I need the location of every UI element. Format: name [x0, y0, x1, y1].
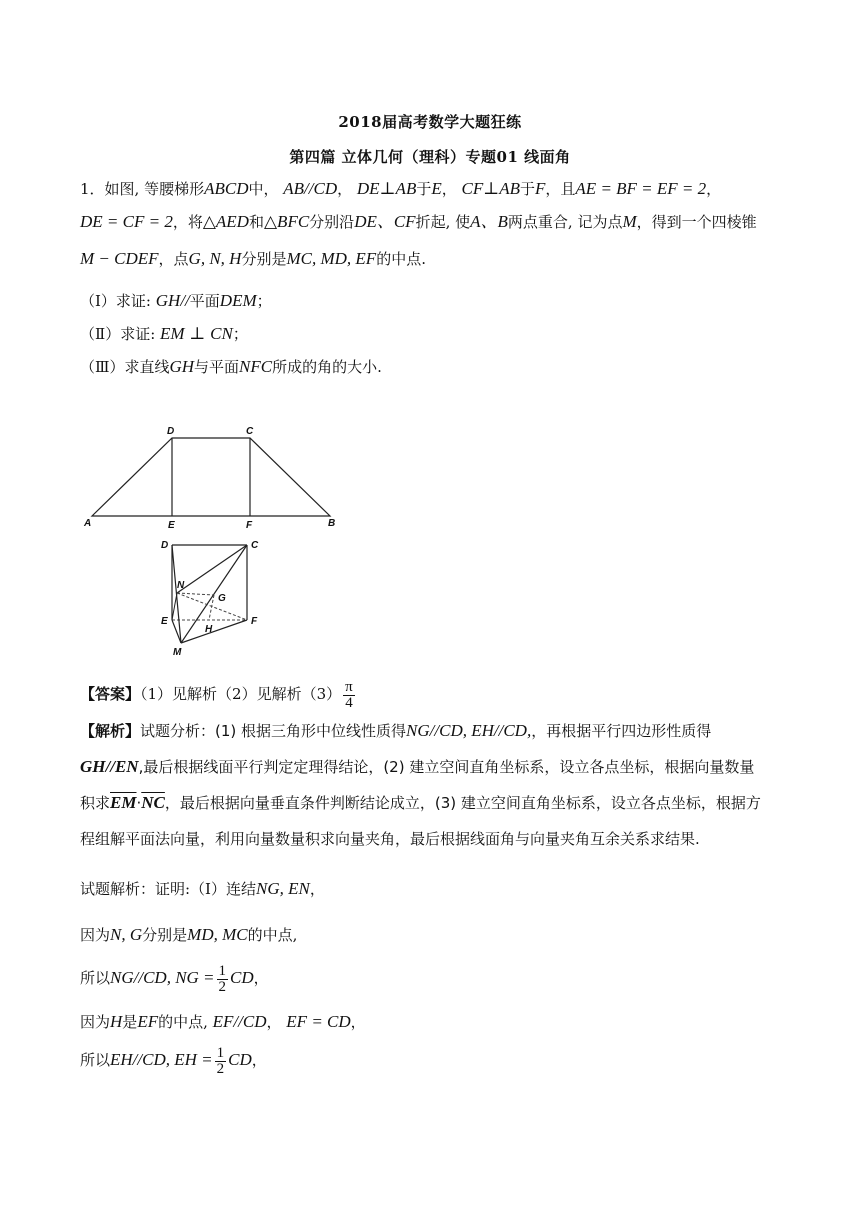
- trapezoid-figure: [80, 420, 350, 535]
- question-3: （Ⅲ）求直线GH与平面NFC所成的角的大小.: [80, 357, 382, 376]
- label-A: A: [84, 518, 92, 529]
- document-title: 2018届高考数学大题狂练: [338, 113, 522, 131]
- label-E: E: [168, 520, 175, 531]
- problem-line-1: 1．如图, 等腰梯形ABCD中， AB//CD， DE⊥AB于E， CF⊥AB于F，且AE = BF = EF = 2，: [80, 179, 722, 198]
- edge-FM: [181, 620, 247, 643]
- label-H: H: [205, 624, 213, 635]
- analysis-line-4: 程组解平面法向量，利用向量数量积求向量夹角，最后根据线面角与向量夹角互余关系求结果.: [80, 830, 700, 848]
- analysis-line-2: GH//EN,最后根据线面平行判定定理得结论，(2) 建立空间直角坐标系，设立各点坐标，根据向量数量: [80, 757, 755, 776]
- segment-NC: [177, 545, 247, 593]
- analysis-line-3: 积求$\overline{EM}\cdot\overline{NC}$，最后根据向量垂直条件判断结论成立，(3) 建立空间直角坐标系，设立各点坐标，根据方: [80, 793, 761, 812]
- label-E: E: [161, 616, 168, 627]
- label-M: M: [173, 647, 182, 658]
- problem-line-3: M − CDEF，点G, N, H分别是MC, MD, EF的中点.: [80, 249, 426, 268]
- label-G: G: [218, 593, 226, 604]
- answer-text: （1）见解析（2）见解析（3）: [140, 685, 342, 703]
- label-F: F: [251, 616, 258, 627]
- segment-NE: [172, 593, 177, 620]
- solution-line-1: 试题解析：证明:（Ⅰ）连结NG, EN，: [80, 879, 325, 898]
- solution-line-2: 因为N, G分别是MD, MC的中点,: [80, 925, 298, 944]
- trapezoid-outline: [92, 438, 330, 516]
- question-1: （Ⅰ）求证: GH//平面DEM；: [80, 291, 272, 310]
- label-C: C: [246, 426, 254, 437]
- solution-line-5: 所以EH//CD, EH = $\frac{1}{2}$ CD，: [80, 1044, 267, 1077]
- answer-fraction: $\frac{\pi}{4}$: [345, 678, 353, 711]
- label-D: D: [167, 426, 175, 437]
- label-C: C: [251, 540, 259, 551]
- analysis-line-1: 【解析】试题分析：(1) 根据三角形中位线性质得NG//CD, EH//CD,，再根据平行四边形性质得: [80, 721, 712, 740]
- label-B: B: [328, 518, 336, 529]
- answer-label: 【答案】: [80, 685, 141, 703]
- answer-line: [80, 675, 780, 713]
- solution-line-3: 所以NG//CD, NG = $\frac{1}{2}$ CD，: [80, 962, 269, 995]
- question-2: （Ⅱ）求证: EM ⊥ CN；: [80, 324, 248, 343]
- label-F: F: [246, 520, 253, 531]
- pyramid-figure: [155, 535, 275, 660]
- solution-line-4: 因为H是EF的中点, EF//CD， EF = CD，: [80, 1012, 366, 1031]
- document-subtitle: 第四篇 立体几何（理科）专题01 线面角: [289, 148, 571, 166]
- label-D: D: [161, 540, 169, 551]
- analysis-label: 【解析】: [80, 722, 141, 740]
- problem-line-2: DE = CF = 2，将△AED和△BFC分别沿DE、CF折起, 使A、B两点重合, 记为点M，得到一个四棱锥: [80, 212, 757, 231]
- edge-CM: [181, 545, 247, 643]
- label-N: N: [177, 580, 185, 591]
